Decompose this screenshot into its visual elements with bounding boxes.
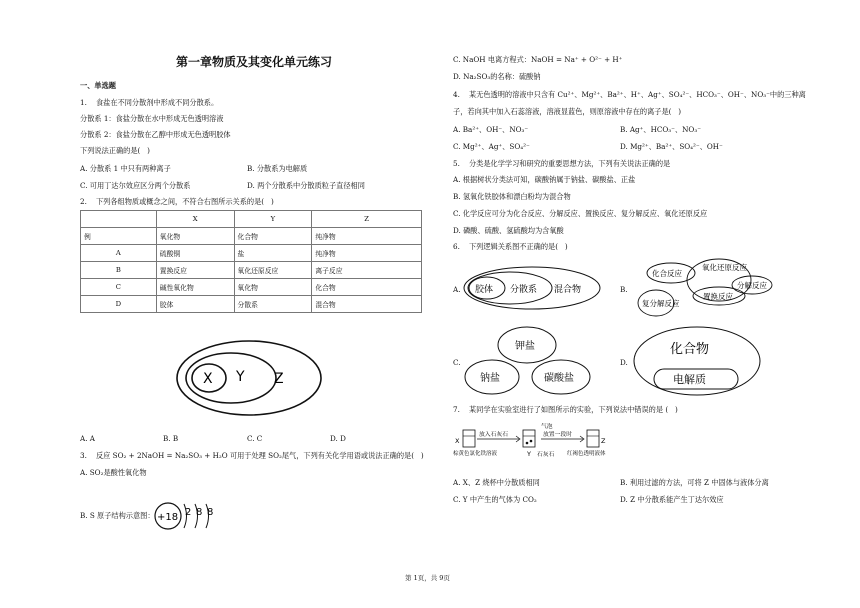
shell-electrons-1: 2 xyxy=(185,507,192,518)
table-cell: 硫酸铜 xyxy=(156,245,234,262)
q2-option-a[interactable]: A. A xyxy=(80,434,95,443)
q1-option-c[interactable]: C. 可用丁达尔效应区分两个分散系 xyxy=(80,181,191,190)
q1-system1: 分散系 1：食盐分散在水中形成无色透明溶液 xyxy=(80,114,224,123)
diagram-label-y: Y xyxy=(236,369,245,385)
table-cell: 氧化物 xyxy=(234,279,312,296)
q1-option-a[interactable]: A. 分散系 1 中只有两种离子 xyxy=(80,164,171,173)
table-cell: 化合物 xyxy=(312,279,422,296)
q6-option-d[interactable]: D. xyxy=(620,358,628,367)
q5-option-b[interactable]: B. 氢氧化铁胶体和漂白粉均为混合物 xyxy=(453,192,571,201)
q6-option-c[interactable]: C. xyxy=(453,358,461,367)
label-ferric-chloride: 棕黄色氯化铁溶液 xyxy=(453,451,498,457)
page-footer: 第 1页，共 9页 xyxy=(405,574,450,582)
q4-stem-cont: 子，若向其中加入石蕊溶液，溶液显蓝色，则原溶液中存在的离子是( ) xyxy=(453,107,682,116)
step-put-limestone: 放入石灰石 xyxy=(479,432,508,438)
q1-ask: 下列说法正确的是( ) xyxy=(80,146,150,155)
table-cell: 氧化物 xyxy=(156,228,234,245)
label-double-decomposition: 复分解反应 xyxy=(642,299,680,308)
table-cell xyxy=(81,211,157,228)
table-row xyxy=(81,228,422,245)
q1-option-d[interactable]: D. 两个分散系中分散质粒子直径相同 xyxy=(247,181,365,190)
section-heading: 一、单选题 xyxy=(80,81,116,90)
table-cell: 化合物 xyxy=(234,228,312,245)
label-electrolyte: 电解质 xyxy=(673,373,706,386)
table-cell: 纯净物 xyxy=(312,228,422,245)
table-cell: 例 xyxy=(81,228,157,245)
diagram-label-z: Z xyxy=(274,371,284,387)
q7-option-a[interactable]: A. X、Z 烧杯中分散质相同 xyxy=(453,478,540,487)
q7-option-c[interactable]: C. Y 中产生的气体为 CO₂ xyxy=(453,495,537,504)
q4-option-d[interactable]: D. Mg²⁺、Ba²⁺、SO₄²⁻、OH⁻ xyxy=(620,142,723,151)
table-cell: 纯净物 xyxy=(312,245,422,262)
table-cell: D xyxy=(81,296,157,313)
table-cell: B xyxy=(81,262,157,279)
step-wait: 放置一段时 xyxy=(543,432,572,438)
diagram-label-x: X xyxy=(203,371,213,387)
q1-option-b[interactable]: B. 分散系为电解质 xyxy=(247,164,308,173)
q3-option-d[interactable]: D. Na₂SO₃的名称：硫酸钠 xyxy=(453,72,541,81)
table-cell: 盐 xyxy=(234,245,312,262)
nucleus-charge: +18 xyxy=(157,512,179,523)
q3-option-c[interactable]: C. NaOH 电离方程式：NaOH = Na⁺ + O²⁻ + H⁺ xyxy=(453,55,623,64)
q6-option-b[interactable]: B. xyxy=(620,285,628,294)
label-sodium-salt: 钠盐 xyxy=(480,373,500,384)
label-redox: 氧化还原反应 xyxy=(702,263,747,272)
table-cell: Z xyxy=(312,211,422,228)
label-decomposition: 分解反应 xyxy=(737,281,767,290)
q7-option-d[interactable]: D. Z 中分散系能产生丁达尔效应 xyxy=(620,495,724,504)
q6-option-a[interactable]: A. xyxy=(453,285,461,294)
table-cell: Y xyxy=(234,211,312,228)
q6-diagram-a xyxy=(462,265,602,311)
label-colloid: 胶体 xyxy=(475,285,494,295)
q1-stem: 1. 食盐在不同分散剂中形成不同分散系。 xyxy=(80,98,219,107)
label-potassium-salt: 钾盐 xyxy=(515,341,535,352)
table-cell: 胶体 xyxy=(156,296,234,313)
table-cell: 碱性氧化物 xyxy=(156,279,234,296)
q7-option-b[interactable]: B. 利用过滤的方法，可将 Z 中固体与液体分离 xyxy=(620,478,769,487)
table-cell: 氧化还原反应 xyxy=(234,262,312,279)
q5-option-a[interactable]: A. 根据树状分类法可知，碳酸钠属于钠盐、碳酸盐、正盐 xyxy=(453,175,636,184)
table-row xyxy=(81,296,422,313)
table-header-row xyxy=(81,211,422,228)
q6-diagram-d xyxy=(632,325,762,397)
q2-table xyxy=(80,210,422,313)
shell-electrons-2: 8 xyxy=(196,507,203,518)
q3-option-b[interactable]: B. S 原子结构示意图： xyxy=(80,511,155,520)
q5-option-c[interactable]: C. 化学反应可分为化合反应、分解反应、置换反应、复分解反应、氧化还原反应 xyxy=(453,209,708,218)
label-displacement: 置换反应 xyxy=(703,292,733,301)
q2-option-b[interactable]: B. B xyxy=(163,434,179,443)
label-carbonate: 碳酸盐 xyxy=(544,373,574,384)
atom-structure-diagram xyxy=(152,498,222,534)
q4-option-c[interactable]: C. Mg²⁺、Ag⁺、SO₄²⁻ xyxy=(453,142,530,151)
q5-stem: 5. 分类是化学学习和研究的重要思想方法，下列有关说法正确的是 xyxy=(453,159,671,168)
label-red-brown-liquid: 红褐色透明液体 xyxy=(567,451,606,457)
q2-option-c[interactable]: C. C xyxy=(247,434,263,443)
q7-stem: 7. 某同学在实验室进行了如图所示的实验，下列说法中错误的是 ( ) xyxy=(453,405,678,414)
q5-option-d[interactable]: D. 磷酸、硫酸、氢硫酸均为含氧酸 xyxy=(453,226,564,235)
beaker-label-x: X xyxy=(455,437,460,445)
label-limestone: 石灰石 xyxy=(537,452,555,458)
q4-option-b[interactable]: B. Ag⁺、HCO₃⁻、NO₃⁻ xyxy=(620,125,702,134)
q7-experiment-diagram xyxy=(453,418,613,470)
table-row xyxy=(81,245,422,262)
table-cell: X xyxy=(156,211,234,228)
beaker-label-z: Z xyxy=(601,437,606,445)
table-cell: 置换反应 xyxy=(156,262,234,279)
q2-stem: 2. 下列各组物质或概念之间，不符合右图所示关系的是( ) xyxy=(80,197,274,206)
table-cell: 分散系 xyxy=(234,296,312,313)
label-compound: 化合物 xyxy=(670,342,710,357)
q6-diagram-c xyxy=(464,325,594,395)
table-cell: A xyxy=(81,245,157,262)
table-cell: C xyxy=(81,279,157,296)
table-cell: 混合物 xyxy=(312,296,422,313)
label-mixture: 混合物 xyxy=(554,285,582,295)
q3-option-a[interactable]: A. SO₂是酸性氧化物 xyxy=(80,468,147,477)
xyz-nested-diagram xyxy=(174,338,324,418)
q6-stem: 6. 下列逻辑关系图不正确的是( ) xyxy=(453,242,568,251)
q4-option-a[interactable]: A. Ba²⁺、OH⁻、NO₃⁻ xyxy=(453,125,529,134)
shell-electrons-3: 8 xyxy=(207,507,214,518)
q3-stem: 3. 反应 SO₂ + 2NaOH = Na₂SO₃ + H₂O 可用于处理 SO₂尾气，下列有关化学用语或说法正确的是( ) xyxy=(80,451,424,460)
q4-stem: 4. 某无色透明的溶液中只含有 Cu²⁺、Mg²⁺、Ba²⁺、H⁺、Ag⁺、SO₄²⁻、HCO₃⁻、OH⁻、NO₃⁻中的三种离 xyxy=(453,90,806,99)
page-title: 第一章物质及其变化单元练习 xyxy=(176,55,333,69)
q6-diagram-b xyxy=(636,256,776,318)
label-dispersion: 分散系 xyxy=(510,285,538,295)
beaker-label-y: Y xyxy=(527,450,531,458)
table-row xyxy=(81,262,422,279)
q2-option-d[interactable]: D. D xyxy=(330,434,346,443)
label-bubbles: 气泡 xyxy=(541,424,553,430)
q1-system2: 分散系 2：食盐分散在乙醇中形成无色透明胶体 xyxy=(80,130,231,139)
table-row xyxy=(81,279,422,296)
table-cell: 离子反应 xyxy=(312,262,422,279)
label-combination: 化合反应 xyxy=(652,269,682,278)
